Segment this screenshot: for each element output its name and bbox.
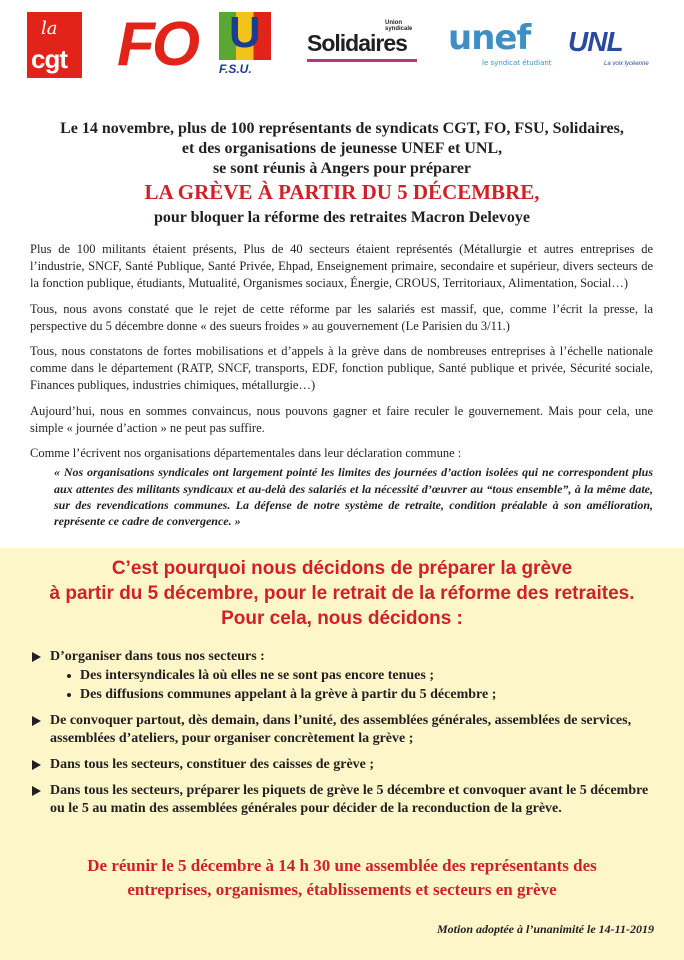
quote: « Nos organisations syndicales ont largement pointé les limites des journées d’action isolées qui ne correspondent plus aux attentes des militants syndicaux et au-delà des salariés et la nécessité d’œuvrer au “tous ensemble”, à la même date, sur des revendications communes. La défense de notre système de retraite, condition préalable à son amélioration, représente ce cadre de convergence. »: [54, 465, 653, 529]
sub-list-item: [50, 686, 655, 704]
intro: [20, 119, 664, 179]
dot-bullet-icon: [67, 674, 71, 678]
signature: Motion adoptée à l’unanimité le 14-11-2019: [436, 922, 654, 936]
unef-logo-sub: le syndicat étudiant: [482, 59, 552, 67]
body-text: [30, 241, 653, 530]
solidaires-logo: [307, 20, 413, 57]
paragraph-1: Plus de 100 militants étaient présents, Plus de 40 secteurs étaient représentés (Métallurgie et autres entreprises de l’industrie, SNCF, Santé Publique, Santé Privée, Ehpad, Enseignement primaire, secondaire et supérieur, divers secteurs de la fonction publique, étudiants, Mutualité, Organismes sociaux, Énergie, CROUS, Territoriaux, Alimentation, Social…): [30, 242, 653, 291]
fsu-logo-text: F.S.U.: [219, 62, 252, 76]
headline: LA GRÈVE À PARTIR DU 5 DÉCEMBRE,: [144, 180, 540, 204]
fo-logo: FO: [117, 10, 198, 79]
decision-line-1: C’est pourquoi nous décidons de préparer la grève: [111, 558, 573, 579]
unl-logo-sub: La voix lycéenne: [604, 61, 649, 67]
intro-line-1: Le 14 novembre, plus de 100 représentants de syndicats CGT, FO, FSU, Solidaires,: [60, 120, 624, 137]
cgt-logo-word: cgt: [31, 44, 67, 74]
call-to-assembly: [20, 854, 664, 902]
logo-bar: [0, 0, 684, 90]
triangle-bullet-icon: [32, 786, 41, 796]
sub-list-item: [50, 667, 655, 685]
intro-line-2: et des organisations de jeunesse UNEF et UNL,: [181, 140, 503, 157]
triangle-bullet-icon: [32, 652, 41, 662]
unl-logo: [568, 26, 649, 67]
solidaires-logo-word: Solidaires: [307, 30, 407, 56]
unef-logo: [448, 18, 552, 67]
solidaires-logo-small: Union syndicale: [385, 20, 413, 32]
list-item-text: Dans tous les secteurs, constituer des caisses de grève ;: [50, 757, 375, 772]
intro-line-3: se sont réunis à Angers pour préparer: [212, 160, 472, 177]
sub-list-item-text: Des intersyndicales là où elles ne se sont pas encore tenues ;: [80, 668, 434, 683]
list-item: [30, 756, 655, 774]
decision-line-3: Pour cela, nous décidons :: [221, 608, 463, 629]
unl-logo-word: UNL: [568, 26, 623, 57]
call-line-2: entreprises, organismes, établissements et secteurs en grève: [127, 880, 557, 899]
list-item: [30, 648, 655, 704]
paragraph-5: Comme l’écrivent nos organisations départementales dans leur déclaration commune :: [30, 446, 462, 461]
dot-bullet-icon: [67, 693, 71, 697]
list-item-text: D’organiser dans tous nos secteurs :: [50, 649, 265, 664]
triangle-bullet-icon: [32, 716, 41, 726]
triangle-bullet-icon: [32, 760, 41, 770]
decision-title: [20, 556, 664, 631]
paragraph-4: Aujourd’hui, nous en sommes convaincus, nous pouvons gagner et faire reculer le gouvernement. Mais pour cela, une simple « journée d’action » ne peut pas suffire.: [30, 403, 653, 435]
fsu-logo-letter: U: [229, 8, 261, 57]
solidaires-logo-bar: [307, 59, 417, 62]
cgt-logo: [27, 12, 82, 78]
sub-list-item-text: Des diffusions communes appelant à la grève à partir du 5 décembre ;: [80, 687, 497, 702]
cgt-logo-la: la: [41, 18, 58, 39]
list-item: [30, 782, 655, 818]
fsu-logo: [215, 8, 277, 80]
list-item: [30, 712, 655, 748]
unef-logo-word: unef: [448, 18, 531, 58]
list-item-text: Dans tous les secteurs, préparer les piquets de grève le 5 décembre et convoquer avant le 5 décembre ou le 5 au matin des assemblées générales pour décider de la reconduction de la grève.: [50, 783, 649, 816]
call-line-1: De réunir le 5 décembre à 14 h 30 une assemblée des représentants des: [87, 856, 597, 875]
decision-list: [30, 648, 655, 826]
decision-line-2: à partir du 5 décembre, pour le retrait de la réforme des retraites.: [49, 583, 635, 604]
paragraph-2: Tous, nous avons constaté que le rejet de cette réforme par les salariés est massif, que, comme l’écrit la presse, la perspective du 5 décembre donne « des sueurs froides » au gouvernement (Le Parisien du 3/11.): [30, 301, 653, 333]
paragraph-3: Tous, nous constatons de fortes mobilisations et d’appels à la grève dans de nombreuses entreprises à l’échelle nationale comme dans le département (RATP, SNCF, transports, EDF, fonction publique, Santé publique et privée, Sécurité sociale, Finances publiques, industries chimiques, métallurgie…): [30, 344, 653, 393]
subline: pour bloquer la réforme des retraites Macron Delevoye: [153, 209, 531, 226]
list-item-text: De convoquer partout, dès demain, dans l’unité, des assemblées générales, assemblées de services, assemblées d’ateliers, pour organiser concrètement la grève ;: [50, 713, 632, 746]
